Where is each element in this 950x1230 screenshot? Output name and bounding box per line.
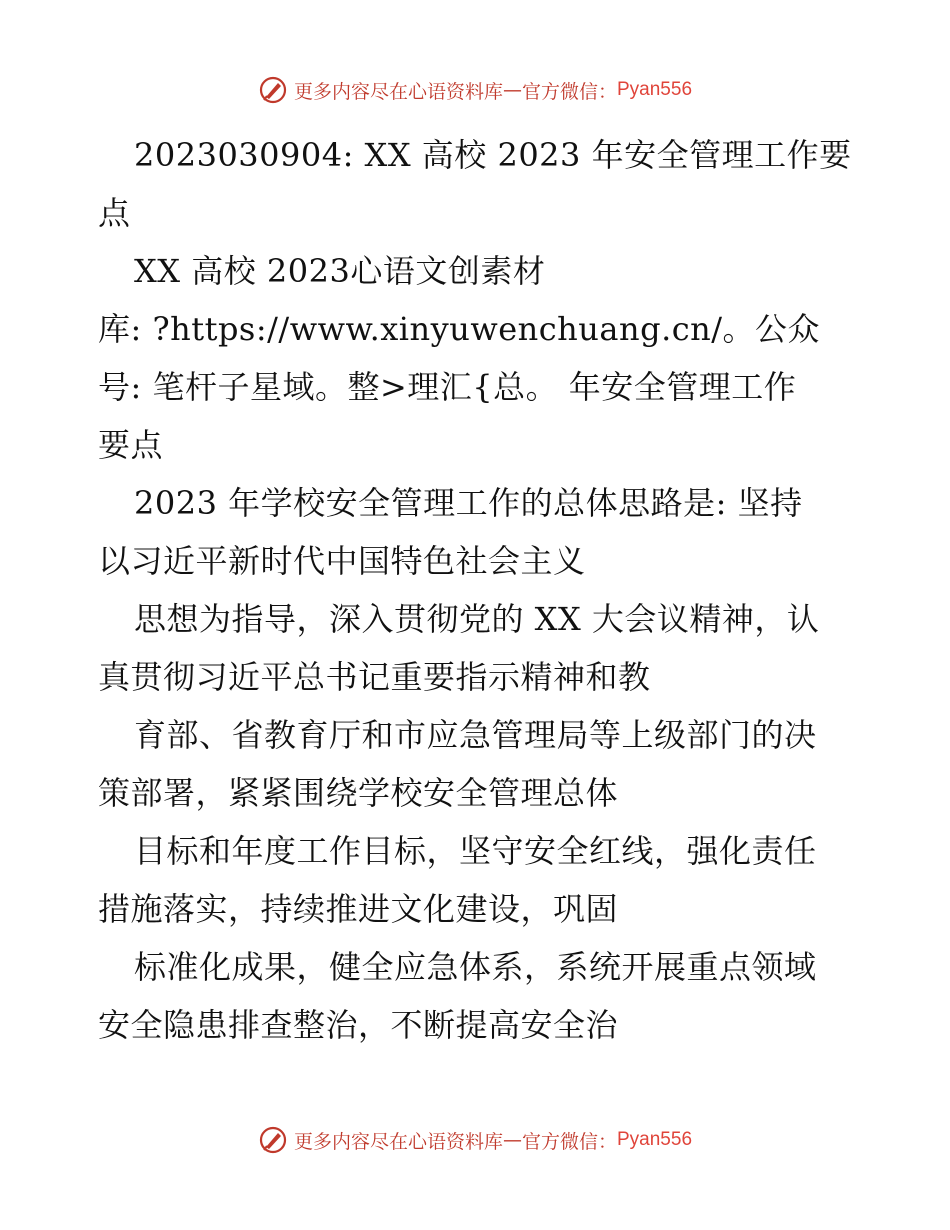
text-line: 思想为指导，深入贯彻党的 XX 大会议精神，认 [134, 600, 820, 638]
watermark-wechat-account: Pyan556 [617, 1129, 693, 1150]
text-line: 安全隐患排查整治，不断提高安全治 [98, 1006, 619, 1044]
text-line: 标准化成果，健全应急体系，系统开展重点领域 [134, 948, 817, 986]
footer-watermark [0, 1120, 950, 1160]
text-line: 目标和年度工作目标，坚守安全红线，强化责任 [134, 832, 817, 870]
text-line: 2023 年学校安全管理工作的总体思路是: 坚持 [134, 484, 803, 522]
text-line: 措施落实，持续推进文化建设，巩固 [98, 890, 619, 928]
watermark-dash: — [502, 1129, 522, 1151]
text-line: 真贯彻习近平总书记重要指示精神和教 [98, 658, 651, 696]
text-line: 号: 笔杆子星域。整>理汇{总。 年安全管理工作 [98, 368, 797, 406]
watermark-wechat-label: 官方微信： [521, 80, 617, 103]
text-line: XX 高校 2023心语文创素材 [134, 252, 546, 290]
watermark-site-text: 更多内容尽在心语资料库 [293, 1130, 503, 1153]
watermark-wechat-account: Pyan556 [617, 79, 693, 100]
text-line: 策部署，紧紧围绕学校安全管理总体 [98, 774, 619, 812]
watermark-wechat-label: 官方微信： [521, 1130, 617, 1153]
text-line: 库: ?https://www.xinyuwenchuang.cn/。公众 [98, 310, 821, 348]
document-body [98, 126, 858, 1054]
header-watermark [0, 70, 950, 110]
quill-pen-logo-icon [258, 75, 288, 105]
text-line: 要点 [98, 426, 164, 464]
quill-pen-logo-icon [258, 1125, 288, 1155]
title-line-1: 2023030904: XX 高校 2023 年安全管理工作要 [134, 136, 852, 174]
text-line: 以习近平新时代中国特色社会主义 [98, 542, 586, 580]
text-line: 育部、省教育厅和市应急管理局等上级部门的决 [134, 716, 817, 754]
watermark-dash: — [502, 79, 522, 101]
title-line-2: 点 [98, 194, 131, 232]
watermark-site-text: 更多内容尽在心语资料库 [293, 80, 503, 103]
